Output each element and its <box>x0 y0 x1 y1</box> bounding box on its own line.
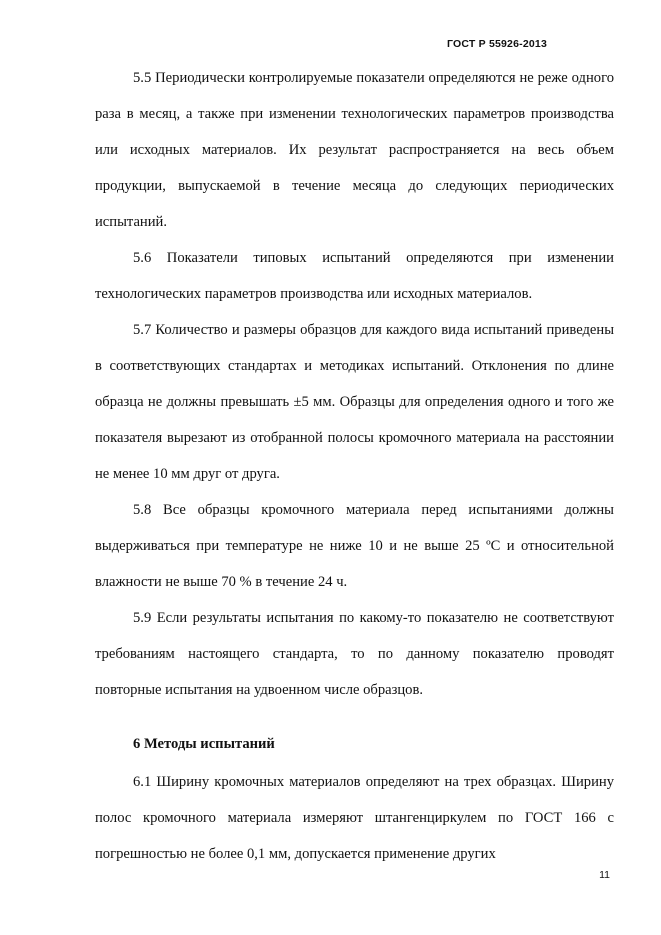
paragraph-5-7: 5.7 Количество и размеры образцов для каждого вида испытаний приведены в соответствующих стандартах и методиках испытаний. Отклонения по длине образца не должны превышать ±5 мм. Образцы для определения одного и того же показателя вырезают из отобранной полосы кромочного материала на расстоянии не менее 10 мм друг от друга. <box>95 322 614 482</box>
paragraph-5-9: 5.9 Если результаты испытания по какому-то показателю не соответствуют требованиям настоящего стандарта, то по данному показателю проводят повторные испытания на удвоенном числе образцов. <box>95 610 614 698</box>
paragraph-6-1: 6.1 Ширину кромочных материалов определяют на трех образцах. Ширину полос кромочного материала измеряют штангенциркулем по ГОСТ 166 с погрешностью не более 0,1 мм, допускается применение других <box>95 774 614 862</box>
document-code-header: ГОСТ Р 55926-2013 <box>446 38 547 50</box>
paragraph-5-6: 5.6 Показатели типовых испытаний определяются при изменении технологических параметров производства или исходных материалов. <box>95 250 614 302</box>
paragraph-5-8: 5.8 Все образцы кромочного материала перед испытаниями должны выдерживаться при температуре не ниже 10 и не выше 25 ºС и относительной влажности не выше 70 % в течение 24 ч. <box>95 502 614 590</box>
page-number: 11 <box>599 869 610 881</box>
section-6-heading: 6 Методы испытаний <box>133 736 275 752</box>
paragraph-5-5: 5.5 Периодически контролируемые показатели определяются не реже одного раза в месяц, а также при изменении технологических параметров производства или исходных материалов. Их результат распространяется на весь объем продукции, выпускаемой в течение месяца до следующих периодических испытаний. <box>95 70 614 230</box>
page-body <box>95 60 614 872</box>
